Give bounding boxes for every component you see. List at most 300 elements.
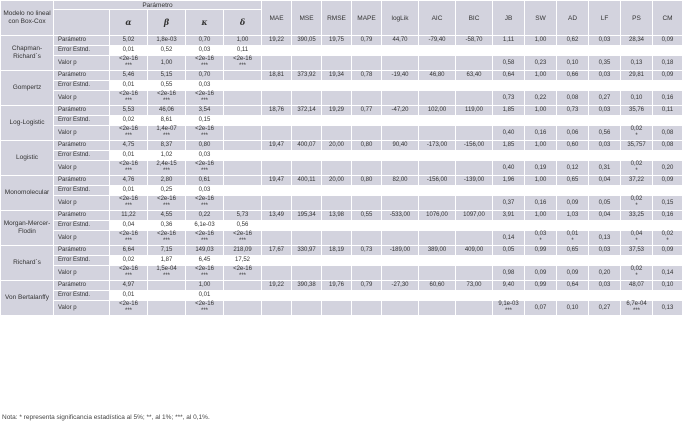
empty-cell <box>493 46 525 56</box>
table-row <box>1 186 683 196</box>
param-value <box>224 106 262 116</box>
metric-header: SW <box>525 1 557 36</box>
test-value: 0,03 <box>589 106 621 116</box>
test-pvalue-text: 0,09 <box>566 199 579 206</box>
test-value: 0,09 <box>653 71 683 81</box>
empty-cell <box>456 301 493 316</box>
empty-cell <box>352 291 382 301</box>
param-value: 4,55 <box>148 211 186 221</box>
test-pvalue-text: 0,15 <box>661 199 674 206</box>
pvalue-text: <2e-16 <box>195 56 214 62</box>
empty-cell <box>456 266 493 281</box>
param-value: 4,75 <box>110 141 148 151</box>
param-error <box>148 291 186 301</box>
metric-value: -19,40 <box>382 71 419 81</box>
empty-cell <box>382 56 419 71</box>
empty-cell <box>589 291 621 301</box>
empty-cell <box>589 81 621 91</box>
metric-header: AD <box>557 1 589 36</box>
significance-stars: * <box>635 168 638 174</box>
test-pvalue-text: 0,18 <box>661 59 674 66</box>
empty-cell <box>419 91 456 106</box>
param-error: 0,56 <box>224 221 262 231</box>
param-pvalue <box>110 301 148 316</box>
table-row <box>1 281 683 291</box>
significance-stars: *** <box>238 238 246 244</box>
model-name: Richard´s <box>1 246 54 281</box>
test-pvalue <box>589 56 621 71</box>
test-value: 0,09 <box>653 176 683 186</box>
param-error: 0,36 <box>148 221 186 231</box>
metric-value: 372,14 <box>292 106 322 116</box>
param-value: 5,53 <box>110 106 148 116</box>
pvalue-text: <2e-16 <box>157 196 176 202</box>
pvalue-text: <2e-16 <box>119 161 138 167</box>
param-pvalue <box>148 301 186 316</box>
metric-value: -533,00 <box>382 211 419 221</box>
test-value: 37,53 <box>621 246 653 256</box>
param-pvalue <box>186 56 224 71</box>
test-value: 0,11 <box>653 106 683 116</box>
metric-value: 19,34 <box>322 71 352 81</box>
param-error: 0,52 <box>148 46 186 56</box>
empty-cell <box>419 186 456 196</box>
empty-cell <box>322 291 352 301</box>
test-pvalue-text: 0,08 <box>661 129 674 136</box>
test-pvalue <box>557 91 589 106</box>
table-row <box>1 291 683 301</box>
empty-cell <box>589 151 621 161</box>
significance-stars: *** <box>200 308 208 314</box>
table-row <box>1 91 683 106</box>
table-row <box>1 126 683 141</box>
metric-value: -79,40 <box>419 36 456 46</box>
param-pvalue <box>148 231 186 246</box>
empty-cell <box>525 116 557 126</box>
param-error: 0,03 <box>186 46 224 56</box>
param-error: 0,55 <box>148 81 186 91</box>
param-error: 0,25 <box>148 186 186 196</box>
empty-cell <box>382 196 419 211</box>
test-pvalue <box>589 196 621 211</box>
empty-cell <box>262 231 292 246</box>
pvalue-text: <2e-16 <box>195 161 214 167</box>
empty-cell <box>653 291 683 301</box>
empty-cell <box>419 266 456 281</box>
significance-stars: * <box>635 238 638 244</box>
test-pvalue <box>493 91 525 106</box>
metric-value: 390,05 <box>292 36 322 46</box>
empty-cell <box>419 161 456 176</box>
test-value: 0,65 <box>557 246 589 256</box>
test-pvalue-text: 0,01 <box>566 231 579 237</box>
metric-value: 102,00 <box>419 106 456 116</box>
test-pvalue-text: 0,12 <box>566 164 579 171</box>
test-pvalue-text: 0,20 <box>661 164 674 171</box>
empty-cell <box>262 126 292 141</box>
empty-cell <box>525 46 557 56</box>
metric-value: 18,76 <box>262 106 292 116</box>
empty-cell <box>382 301 419 316</box>
empty-cell <box>262 56 292 71</box>
param-pvalue <box>110 91 148 106</box>
table-body <box>1 36 683 316</box>
test-pvalue <box>589 266 621 281</box>
empty-cell <box>456 46 493 56</box>
empty-cell <box>419 46 456 56</box>
empty-cell <box>322 126 352 141</box>
param-pvalue <box>186 266 224 281</box>
param-value: 4,76 <box>110 176 148 186</box>
test-value: 29,81 <box>621 71 653 81</box>
param-error: 0,15 <box>186 116 224 126</box>
param-pvalue <box>224 126 262 141</box>
empty-cell <box>621 116 653 126</box>
empty-cell <box>456 91 493 106</box>
test-value: 0,60 <box>557 141 589 151</box>
pvalue-text: <2e-16 <box>195 301 214 307</box>
test-pvalue-text: 0,40 <box>502 129 515 136</box>
param-pvalue <box>148 56 186 71</box>
param-error: 6,1e-03 <box>186 221 224 231</box>
param-pvalue <box>224 196 262 211</box>
empty-cell <box>419 231 456 246</box>
pvalue-text: <2e-16 <box>119 126 138 132</box>
test-pvalue <box>653 301 683 316</box>
empty-cell <box>322 266 352 281</box>
metric-value: 0,80 <box>352 141 382 151</box>
test-value: 48,07 <box>621 281 653 291</box>
metric-value: 389,00 <box>419 246 456 256</box>
param-value: 218,09 <box>224 246 262 256</box>
test-value: 0,03 <box>589 141 621 151</box>
empty-cell <box>456 291 493 301</box>
table-row <box>1 56 683 71</box>
test-value: 0,64 <box>493 71 525 81</box>
param-pvalue <box>186 161 224 176</box>
param-pvalue <box>224 301 262 316</box>
empty-cell <box>382 186 419 196</box>
alpha-header: α <box>110 10 148 36</box>
metric-value: 330,97 <box>292 246 322 256</box>
param-error: 0,03 <box>186 81 224 91</box>
test-value: 0,08 <box>653 141 683 151</box>
empty-cell <box>557 221 589 231</box>
param-value: 1,8e-03 <box>148 36 186 46</box>
empty-cell <box>456 116 493 126</box>
param-value: 149,03 <box>186 246 224 256</box>
table-note: Nota: * representa significancia estadística al 5%; **, al 1%; ***, al 0,1%. <box>2 414 210 421</box>
metric-value: -189,00 <box>382 246 419 256</box>
test-pvalue <box>653 126 683 141</box>
test-pvalue <box>653 161 683 176</box>
significance-stars: *** <box>200 98 208 104</box>
test-pvalue <box>557 56 589 71</box>
test-value: 0,04 <box>589 176 621 186</box>
test-value: 35,76 <box>621 106 653 116</box>
empty-cell <box>292 196 322 211</box>
table-row <box>1 246 683 256</box>
empty-cell <box>322 221 352 231</box>
empty-cell <box>557 116 589 126</box>
empty-cell <box>292 56 322 71</box>
metric-header: PS <box>621 1 653 36</box>
param-pvalue <box>186 231 224 246</box>
empty-cell <box>493 151 525 161</box>
empty-cell <box>621 46 653 56</box>
empty-cell <box>456 256 493 266</box>
param-value: 46,06 <box>148 106 186 116</box>
metric-value: 390,38 <box>292 281 322 291</box>
empty-cell <box>653 151 683 161</box>
empty-cell <box>557 46 589 56</box>
test-pvalue-text: 0,03 <box>534 231 547 237</box>
test-pvalue <box>525 301 557 316</box>
empty-cell <box>621 221 653 231</box>
test-pvalue <box>621 126 653 141</box>
empty-cell <box>352 116 382 126</box>
test-pvalue <box>621 196 653 211</box>
test-pvalue <box>653 56 683 71</box>
param-value <box>224 141 262 151</box>
test-pvalue <box>589 91 621 106</box>
test-value: 0,99 <box>525 281 557 291</box>
test-pvalue-text: 0,10 <box>566 304 579 311</box>
empty-cell <box>557 151 589 161</box>
table-row <box>1 196 683 211</box>
param-error: 0,02 <box>110 256 148 266</box>
empty-cell <box>262 256 292 266</box>
pvalue-text: <2e-16 <box>119 91 138 97</box>
metric-value: -173,00 <box>419 141 456 151</box>
metric-header: RMSE <box>322 1 352 36</box>
empty-cell <box>493 256 525 266</box>
param-value: 5,46 <box>110 71 148 81</box>
metric-header: MSE <box>292 1 322 36</box>
metric-header: MAPE <box>352 1 382 36</box>
test-pvalue <box>589 301 621 316</box>
empty-cell <box>525 81 557 91</box>
significance-stars: *** <box>124 273 132 279</box>
test-pvalue <box>621 231 653 246</box>
param-error: 0,01 <box>110 186 148 196</box>
significance-stars: * <box>666 238 669 244</box>
metric-value: 18,19 <box>322 246 352 256</box>
param-value <box>224 71 262 81</box>
empty-cell <box>262 116 292 126</box>
model-name: Logistic <box>1 141 54 176</box>
param-error: 0,01 <box>110 81 148 91</box>
significance-stars: *** <box>124 238 132 244</box>
empty-cell <box>352 56 382 71</box>
empty-cell <box>589 221 621 231</box>
significance-stars: *** <box>200 273 208 279</box>
table-row <box>1 176 683 186</box>
test-pvalue <box>621 161 653 176</box>
test-pvalue-text: 0,08 <box>566 94 579 101</box>
param-value <box>224 281 262 291</box>
param-error: 6,45 <box>186 256 224 266</box>
row-label: Error Estnd. <box>54 256 110 266</box>
significance-stars: *** <box>200 168 208 174</box>
table-row <box>1 116 683 126</box>
pvalue-text: <2e-16 <box>195 266 214 272</box>
param-value: 0,70 <box>186 71 224 81</box>
test-pvalue <box>525 231 557 246</box>
param-pvalue <box>148 91 186 106</box>
test-value: 37,22 <box>621 176 653 186</box>
row-label: Valor p <box>54 266 110 281</box>
kappa-header: κ <box>186 10 224 36</box>
param-value: 8,37 <box>148 141 186 151</box>
empty-cell <box>292 91 322 106</box>
test-pvalue <box>557 301 589 316</box>
test-pvalue-text: 0,20 <box>598 269 611 276</box>
test-pvalue-text: 0,56 <box>598 129 611 136</box>
empty-cell <box>419 221 456 231</box>
test-value: 1,00 <box>525 176 557 186</box>
metric-value: 18,81 <box>262 71 292 81</box>
significance-stars: *** <box>124 203 132 209</box>
metric-header: LF <box>589 1 621 36</box>
test-pvalue <box>493 231 525 246</box>
empty-cell <box>292 266 322 281</box>
row-label: Error Estnd. <box>54 151 110 161</box>
param-pvalue <box>110 266 148 281</box>
table-row <box>1 81 683 91</box>
metric-value: 409,00 <box>456 246 493 256</box>
metric-header: MAE <box>262 1 292 36</box>
significance-stars: *** <box>504 308 512 314</box>
test-value: 0,09 <box>653 36 683 46</box>
param-value: 7,15 <box>148 246 186 256</box>
pvalue-text: <2e-16 <box>157 91 176 97</box>
test-pvalue-text: 0,14 <box>661 269 674 276</box>
row-label: Parámetro <box>54 176 110 186</box>
empty-cell <box>589 46 621 56</box>
test-value: 0,05 <box>493 246 525 256</box>
param-error: 17,52 <box>224 256 262 266</box>
metric-value: 19,22 <box>262 36 292 46</box>
param-value: 11,22 <box>110 211 148 221</box>
empty-cell <box>352 301 382 316</box>
test-pvalue <box>557 196 589 211</box>
test-pvalue <box>525 266 557 281</box>
test-pvalue <box>589 231 621 246</box>
param-error: 1,02 <box>148 151 186 161</box>
param-pvalue <box>186 196 224 211</box>
empty-cell <box>557 291 589 301</box>
metric-value: 0,55 <box>352 211 382 221</box>
row-label: Parámetro <box>54 281 110 291</box>
table-row <box>1 301 683 316</box>
pvalue-text: <2e-16 <box>119 301 138 307</box>
empty-cell <box>456 221 493 231</box>
test-pvalue-text: 0,23 <box>534 59 547 66</box>
table-row <box>1 266 683 281</box>
metric-value: 19,75 <box>322 36 352 46</box>
empty-cell <box>352 221 382 231</box>
param-value <box>224 176 262 186</box>
row-label: Valor p <box>54 301 110 316</box>
test-pvalue <box>525 161 557 176</box>
metric-value: 0,78 <box>352 71 382 81</box>
empty-cell <box>322 56 352 71</box>
empty-cell <box>352 151 382 161</box>
empty-cell <box>557 256 589 266</box>
significance-stars: *** <box>162 168 170 174</box>
test-pvalue <box>621 91 653 106</box>
test-value: 1,00 <box>525 141 557 151</box>
row-label: Valor p <box>54 56 110 71</box>
test-value: 3,91 <box>493 211 525 221</box>
empty-cell <box>456 151 493 161</box>
test-pvalue-text: 0,19 <box>534 164 547 171</box>
param-error <box>224 151 262 161</box>
empty-cell <box>525 221 557 231</box>
significance-stars: *** <box>162 238 170 244</box>
metric-header: logLik <box>382 1 419 36</box>
model-name: Gompertz <box>1 71 54 106</box>
empty-cell <box>352 161 382 176</box>
test-pvalue <box>525 56 557 71</box>
metric-header: BIC <box>456 1 493 36</box>
test-value: 0,03 <box>589 36 621 46</box>
empty-cell <box>419 116 456 126</box>
empty-cell <box>262 291 292 301</box>
param-pvalue <box>148 126 186 141</box>
empty-cell <box>352 81 382 91</box>
test-pvalue-text: 0,22 <box>534 94 547 101</box>
empty-cell <box>493 81 525 91</box>
test-pvalue-text: 0,02 <box>630 161 643 167</box>
param-value: 2,80 <box>148 176 186 186</box>
empty-cell <box>525 151 557 161</box>
significance-stars: * <box>539 238 542 244</box>
test-pvalue-text: 0,16 <box>661 94 674 101</box>
empty-cell <box>493 116 525 126</box>
header-spacer <box>54 10 110 36</box>
empty-cell <box>419 196 456 211</box>
empty-cell <box>456 186 493 196</box>
param-error: 0,03 <box>186 186 224 196</box>
test-value: 1,03 <box>557 211 589 221</box>
param-error: 0,01 <box>186 291 224 301</box>
param-value: 3,54 <box>186 106 224 116</box>
test-value: 35,757 <box>621 141 653 151</box>
metric-value: 0,77 <box>352 106 382 116</box>
test-pvalue-text: 0,16 <box>534 199 547 206</box>
test-pvalue-text: 9,1e-03 <box>498 301 519 307</box>
test-pvalue <box>653 91 683 106</box>
test-value: 0,65 <box>557 176 589 186</box>
empty-cell <box>382 91 419 106</box>
param-value: 0,61 <box>186 176 224 186</box>
empty-cell <box>322 81 352 91</box>
table-row <box>1 106 683 116</box>
significance-stars: *** <box>124 133 132 139</box>
metric-value: 17,67 <box>262 246 292 256</box>
test-pvalue-text: 0,73 <box>502 94 515 101</box>
row-label: Error Estnd. <box>54 81 110 91</box>
empty-cell <box>382 126 419 141</box>
test-pvalue-text: 0,27 <box>598 304 611 311</box>
param-value: 1,00 <box>224 36 262 46</box>
param-pvalue <box>148 266 186 281</box>
test-pvalue <box>557 266 589 281</box>
empty-cell <box>352 126 382 141</box>
row-label: Parámetro <box>54 71 110 81</box>
